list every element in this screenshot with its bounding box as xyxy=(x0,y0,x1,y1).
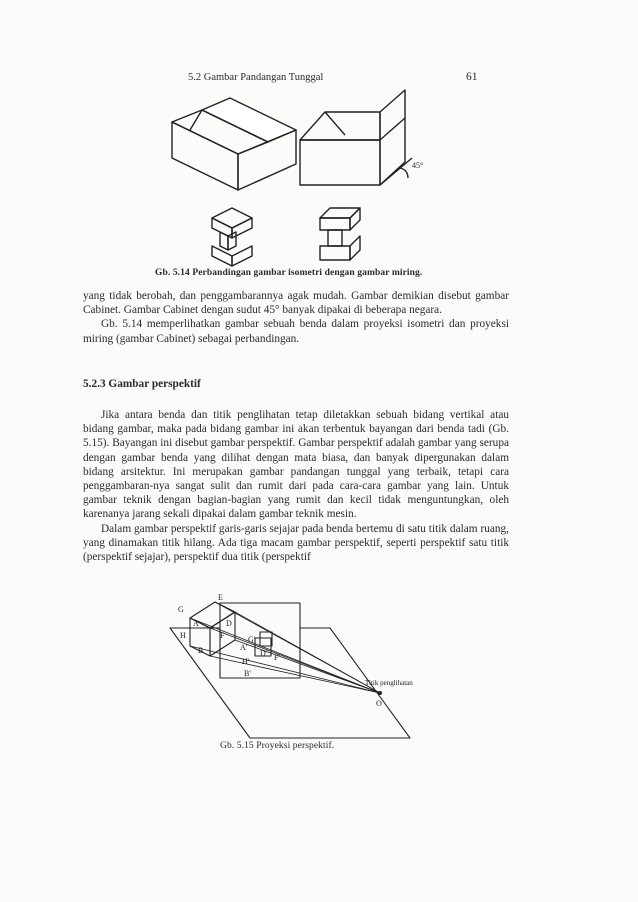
paragraph-3: Jika antara benda dan titik penglihatan tetap diletakkan sebuah bidang vertikal atau bidang gambar, maka pada bidang gambar ini akan terbentuk bayangan dari benda tadi (Gb. 5.15). Bayangan ini disebut gambar perspektif. Gambar perspektif adalah gambar yang serupa dengan gambar benda yang dilihat dengan mata biasa, dan banyak dipergunakan dalam bidang arsitektur. Ini merupakan gambar pandangan tunggal yang terbaik, tetapi cara penggambaran-nya sangat sulit dan rumit dari pada cara-cara gambar yang lain. Untuk gambar teknik dengan bagian-bagian yang rumit dan kecil tidak menguntungkan, oleh karenanya jarang sekali dipakai dalam gambar teknik mesin. xyxy=(83,409,509,521)
label-G-prime: G' xyxy=(248,635,256,644)
label-H: H xyxy=(180,631,186,640)
label-F: F xyxy=(220,631,225,640)
figure-5-15-caption: Gb. 5.15 Proyeksi perspektif. xyxy=(220,741,335,751)
figure-5-14-caption: Gb. 5.14 Perbandingan gambar isometri dengan gambar miring. xyxy=(155,268,423,278)
paragraph-1: yang tidak berobah, dan penggambarannya agak mudah. Gambar demikian disebut gambar Cabinet. Gambar Cabinet dengan sudut 45° banyak dipakai di beberapa negara. xyxy=(83,290,509,317)
label-G: G xyxy=(178,605,184,614)
label-B: B xyxy=(198,646,204,655)
label-D-prime: D' xyxy=(260,649,268,658)
paragraph-perspective xyxy=(83,408,509,564)
eye-point-label: Titik penglihatan xyxy=(365,679,413,687)
paragraph-cabinet xyxy=(83,289,509,346)
isometric-block-drawing xyxy=(172,98,296,190)
running-header: 5.2 Gambar Pandangan Tunggal xyxy=(188,72,324,83)
paragraph-2: Gb. 5.14 memperlihatkan gambar sebuah benda dalam proyeksi isometri dan proyeksi miring (gambar Cabinet) sebagai perbandingan. xyxy=(83,318,509,345)
cabinet-block-drawing xyxy=(300,90,412,185)
cabinet-i-shape-drawing xyxy=(320,208,360,260)
figure-5-14 xyxy=(150,100,450,265)
eye-point xyxy=(378,691,382,695)
label-E: E xyxy=(218,593,223,602)
isometric-i-shape-drawing xyxy=(212,208,252,266)
label-B-prime: B' xyxy=(244,669,251,678)
paragraph-4: Dalam gambar perspektif garis-garis sejajar pada benda bertemu di satu titik dalam ruang, yang dinamakan titik hilang. Ada tiga macam gambar perspektif, seperti perspektif satu titik (perspektif sejajar), perspektif dua titik (perspektif xyxy=(83,522,509,564)
page-header xyxy=(0,72,638,88)
section-heading: 5.2.3 Gambar perspektif xyxy=(83,378,201,390)
angle-label: 45° xyxy=(412,161,424,170)
label-F-prime: F' xyxy=(274,653,280,662)
page-number: 61 xyxy=(466,71,478,83)
label-D: D xyxy=(226,619,232,628)
label-A-prime: A' xyxy=(240,643,248,652)
label-O: O xyxy=(376,699,382,708)
label-H-prime: H' xyxy=(242,657,250,666)
label-A: A xyxy=(193,619,199,628)
figure-5-15 xyxy=(160,593,460,738)
